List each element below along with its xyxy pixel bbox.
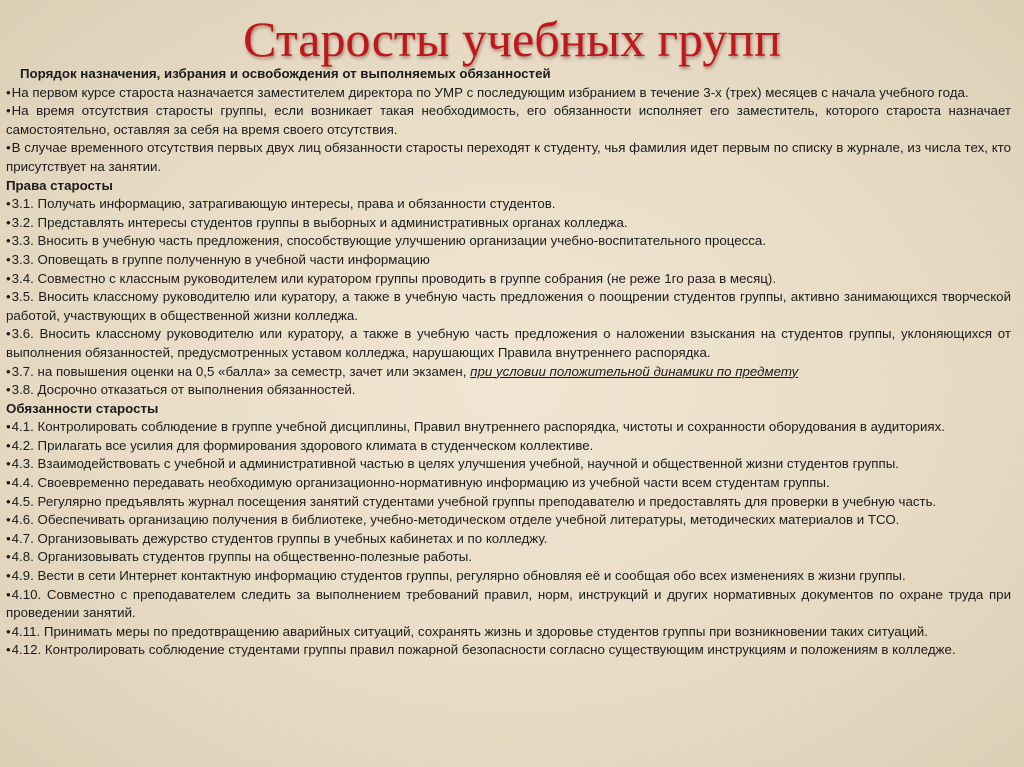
list-item: •На первом курсе староста назначается заместителем директора по УМР с последующим избранием в течение 3-х (трех) месяцев с начала учебного года. bbox=[6, 84, 969, 100]
list-item: •4.2. Прилагать все усилия для формирования здорового климата в студенческом коллективе. bbox=[6, 437, 594, 453]
bullet: • bbox=[6, 568, 11, 584]
bullet: • bbox=[6, 214, 11, 230]
list-item: •4.9. Вести в сети Интернет контактную информацию студентов группы, регулярно обновляя её и сообщая обо всех изменениях в жизни группы. bbox=[6, 568, 906, 584]
bullet: • bbox=[6, 419, 11, 435]
list-item: •4.3. Взаимодействовать с учебной и административной частью в целях улучшения учебной, научной и общественной жизни студентов группы. bbox=[6, 456, 899, 472]
list-item: •4.11. Принимать меры по предотвращению аварийных ситуаций, сохранять жизнь и здоровье студентов группы при возникновении таких ситуаций. bbox=[6, 623, 928, 639]
section-heading-duties: Обязанности старосты bbox=[6, 400, 159, 416]
list-item: •4.10. Совместно с преподавателем следить за выполнением требований правил, норм, инструкций и других нормативных документов по охране труда при проведении занятий. bbox=[6, 586, 1011, 621]
list-item: •4.4. Своевременно передавать необходимую организационно-нормативную информацию из учебной части всем студентам группы. bbox=[6, 475, 830, 491]
emphasis-text: при условии положительной динамики по предмету bbox=[470, 363, 799, 379]
section-heading-rights: Права старосты bbox=[6, 177, 113, 193]
bullet: • bbox=[6, 84, 11, 100]
list-item: •4.5. Регулярно предъявлять журнал посещения занятий студентами учебной группы преподавателю и предоставлять для проверки в учебную часть. bbox=[6, 493, 937, 509]
list-item: •3.7. на повышения оценки на 0,5 «балла» за семестр, зачет или экзамен, при условии положительной динамики по предмету bbox=[6, 363, 799, 379]
list-item: •4.7. Организовывать дежурство студентов группы в учебных кабинетах и по колледжу. bbox=[6, 530, 548, 546]
bullet: • bbox=[6, 530, 11, 546]
bullet: • bbox=[6, 326, 11, 342]
slide-title: Старосты учебных групп bbox=[243, 11, 781, 67]
bullet: • bbox=[6, 493, 11, 509]
list-item: •В случае временного отсутствия первых двух лиц обязанности старосты переходят к студенту, чья фамилия идет первым по списку в журнале, из числа тех, кто присутствует на занятии. bbox=[6, 140, 1011, 174]
list-item: •3.8. Досрочно отказаться от выполнения обязанностей. bbox=[6, 382, 356, 398]
list-item: •3.5. Вносить классному руководителю или куратору, а также в учебную часть предложения о поощрении студентов группы, активно занимающихся творческой работой, участвующих в общественной жизни колледжа. bbox=[6, 289, 1011, 323]
bullet: • bbox=[6, 289, 11, 305]
bullet: • bbox=[6, 233, 11, 249]
bullet: • bbox=[6, 586, 11, 602]
bullet: • bbox=[6, 196, 11, 212]
bullet: • bbox=[6, 623, 11, 639]
bullet: • bbox=[6, 512, 11, 528]
bullet: • bbox=[6, 549, 11, 565]
list-item: •3.3. Оповещать в группе полученную в учебной части информацию bbox=[6, 251, 430, 267]
list-item: •3.2. Представлять интересы студентов группы в выборных и административных органах колледжа. bbox=[6, 214, 628, 230]
list-item: •3.6. Вносить классному руководителю или куратору, а также в учебную часть предложения о наложении взыскания на студентов группы, уклоняющихся от выполнения обязанностей, предусмотренных уставом колледжа, нарушающих Правила внутреннего распорядка. bbox=[6, 326, 1011, 360]
bullet: • bbox=[6, 140, 11, 156]
bullet: • bbox=[6, 270, 11, 286]
slide-body bbox=[6, 65, 1011, 660]
bullet: • bbox=[6, 642, 11, 658]
list-item: •4.1. Контролировать соблюдение в группе учебной дисциплины, Правил внутреннего распорядка, чистоты и сохранности оборудования в аудиториях. bbox=[6, 419, 945, 435]
list-item: •3.4. Совместно с классным руководителем или куратором группы проводить в группе собрания (не реже 1го раза в месяц). bbox=[6, 270, 777, 286]
bullet: • bbox=[6, 456, 11, 472]
list-item: •4.8. Организовывать студентов группы на общественно-полезные работы. bbox=[6, 549, 473, 565]
bullet: • bbox=[6, 382, 11, 398]
list-item: •На время отсутствия старосты группы, если возникает такая необходимость, его обязанности исполняет его заместитель, которого староста назначает самостоятельно, оставляя за себя на время своего отсутствия. bbox=[6, 103, 1011, 137]
bullet: • bbox=[6, 363, 11, 379]
bullet: • bbox=[6, 437, 11, 453]
list-item: •4.12. Контролировать соблюдение студентами группы правил пожарной безопасности согласно существующим инструкциям и положениям в колледже. bbox=[6, 642, 956, 658]
bullet: • bbox=[6, 475, 11, 491]
bullet: • bbox=[6, 103, 11, 119]
bullet: • bbox=[6, 251, 11, 267]
list-item: •3.3. Вносить в учебную часть предложения, способствующие улучшению организации учебно-воспитательного процесса. bbox=[6, 233, 767, 249]
list-item: •3.1. Получать информацию, затрагивающую интересы, права и обязанности студентов. bbox=[6, 196, 556, 212]
section-heading-appointment: Порядок назначения, избрания и освобождения от выполняемых обязанностей bbox=[20, 66, 551, 81]
list-item: •4.6. Обеспечивать организацию получения в библиотеке, учебно-методическом отделе учебной литературы, методических материалов и ТСО. bbox=[6, 512, 900, 528]
